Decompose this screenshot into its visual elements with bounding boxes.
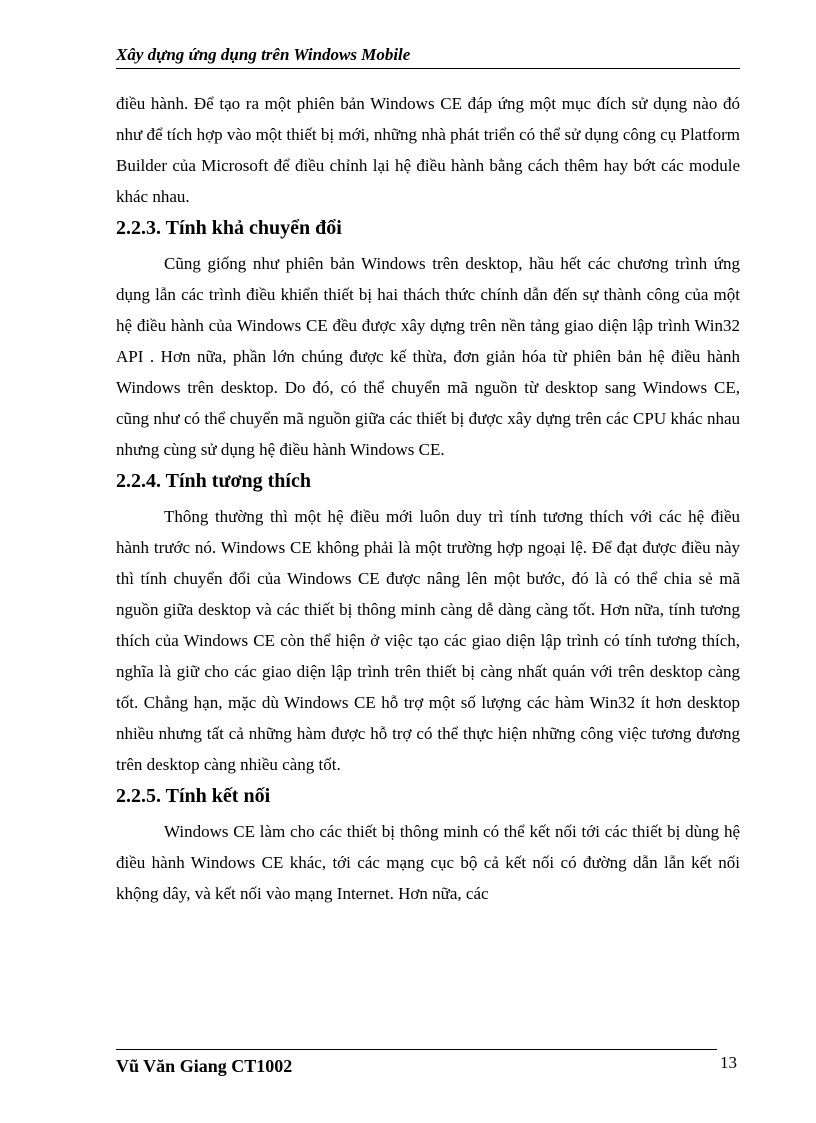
paragraph-2-2-3: Cũng giống như phiên bản Windows trên desktop, hầu hết các chương trình ứng dụng lẫn các trình điều khiển thiết bị hai thách thức chính dẫn đến sự thành công của một hệ điều hành của Windows CE đều được xây dựng trên nền tảng giao diện lập trình Win32 API . Hơn nữa, phần lớn chúng được kế thừa, đơn giản hóa từ phiên bản hệ điều hành Windows trên desktop. Do đó, có thể chuyển mã nguồn từ desktop sang Windows CE, cũng như có thể chuyển mã nguồn giữa các thiết bị được xây dựng trên các CPU khác nhau nhưng cùng sử dụng hệ điều hành Windows CE. (116, 254, 740, 459)
section-heading-2-2-3: 2.2.3. Tính khả chuyển đổi (116, 217, 342, 239)
paragraph-2-2-4: Thông thường thì một hệ điều mới luôn duy trì tính tương thích với các hệ điều hành trước nó. Windows CE không phải là một trường hợp ngoại lệ. Để đạt được điều này thì tính chuyển đổi của Windows CE được nâng lên một bước, đó là có thể chia sẻ mã nguồn giữa desktop và các thiết bị thông minh càng dễ dàng càng tốt. Hơn nữa, tính tương thích của Windows CE còn thể hiện ở việc tạo các giao diện lập trình có tính tương thích, nghĩa là giữ cho các giao diện lập trình trên thiết bị càng nhất quán với trên desktop càng tốt. Chẳng hạn, mặc dù Windows CE hỗ trợ một số lượng các hàm Win32 ít hơn desktop nhiều nhưng tất cả những hàm được hỗ trợ có thể thực hiện những công việc tương đương trên desktop càng nhiều càng tốt. (116, 507, 740, 774)
paragraph-2-2-5: Windows CE làm cho các thiết bị thông minh có thể kết nối tới các thiết bị dùng hệ điều hành Windows CE khác, tới các mạng cục bộ cả kết nối có đường dẫn lẫn kết nối khộng dây, và kết nối vào mạng Internet. Hơn nữa, các (116, 822, 740, 903)
running-header: Xây dựng ứng dụng trên Windows Mobile (116, 44, 740, 69)
section-heading-2-2-4: 2.2.4. Tính tương thích (116, 470, 311, 492)
page-content (116, 88, 740, 909)
page-number: 13 (720, 1053, 737, 1072)
paragraph-intro: điều hành. Để tạo ra một phiên bản Windows CE đáp ứng một mục đích sử dụng nào đó như để tích hợp vào một thiết bị mới, những nhà phát triển có thể sử dụng công cụ Platform Builder của Microsoft để điều chỉnh lại hệ điều hành bằng cách thêm hay bớt các module khác nhau. (116, 94, 740, 206)
section-heading-2-2-5: 2.2.5. Tính kết nối (116, 785, 271, 807)
footer-author: Vũ Văn Giang CT1002 (116, 1056, 293, 1076)
footer-divider (116, 1049, 717, 1050)
